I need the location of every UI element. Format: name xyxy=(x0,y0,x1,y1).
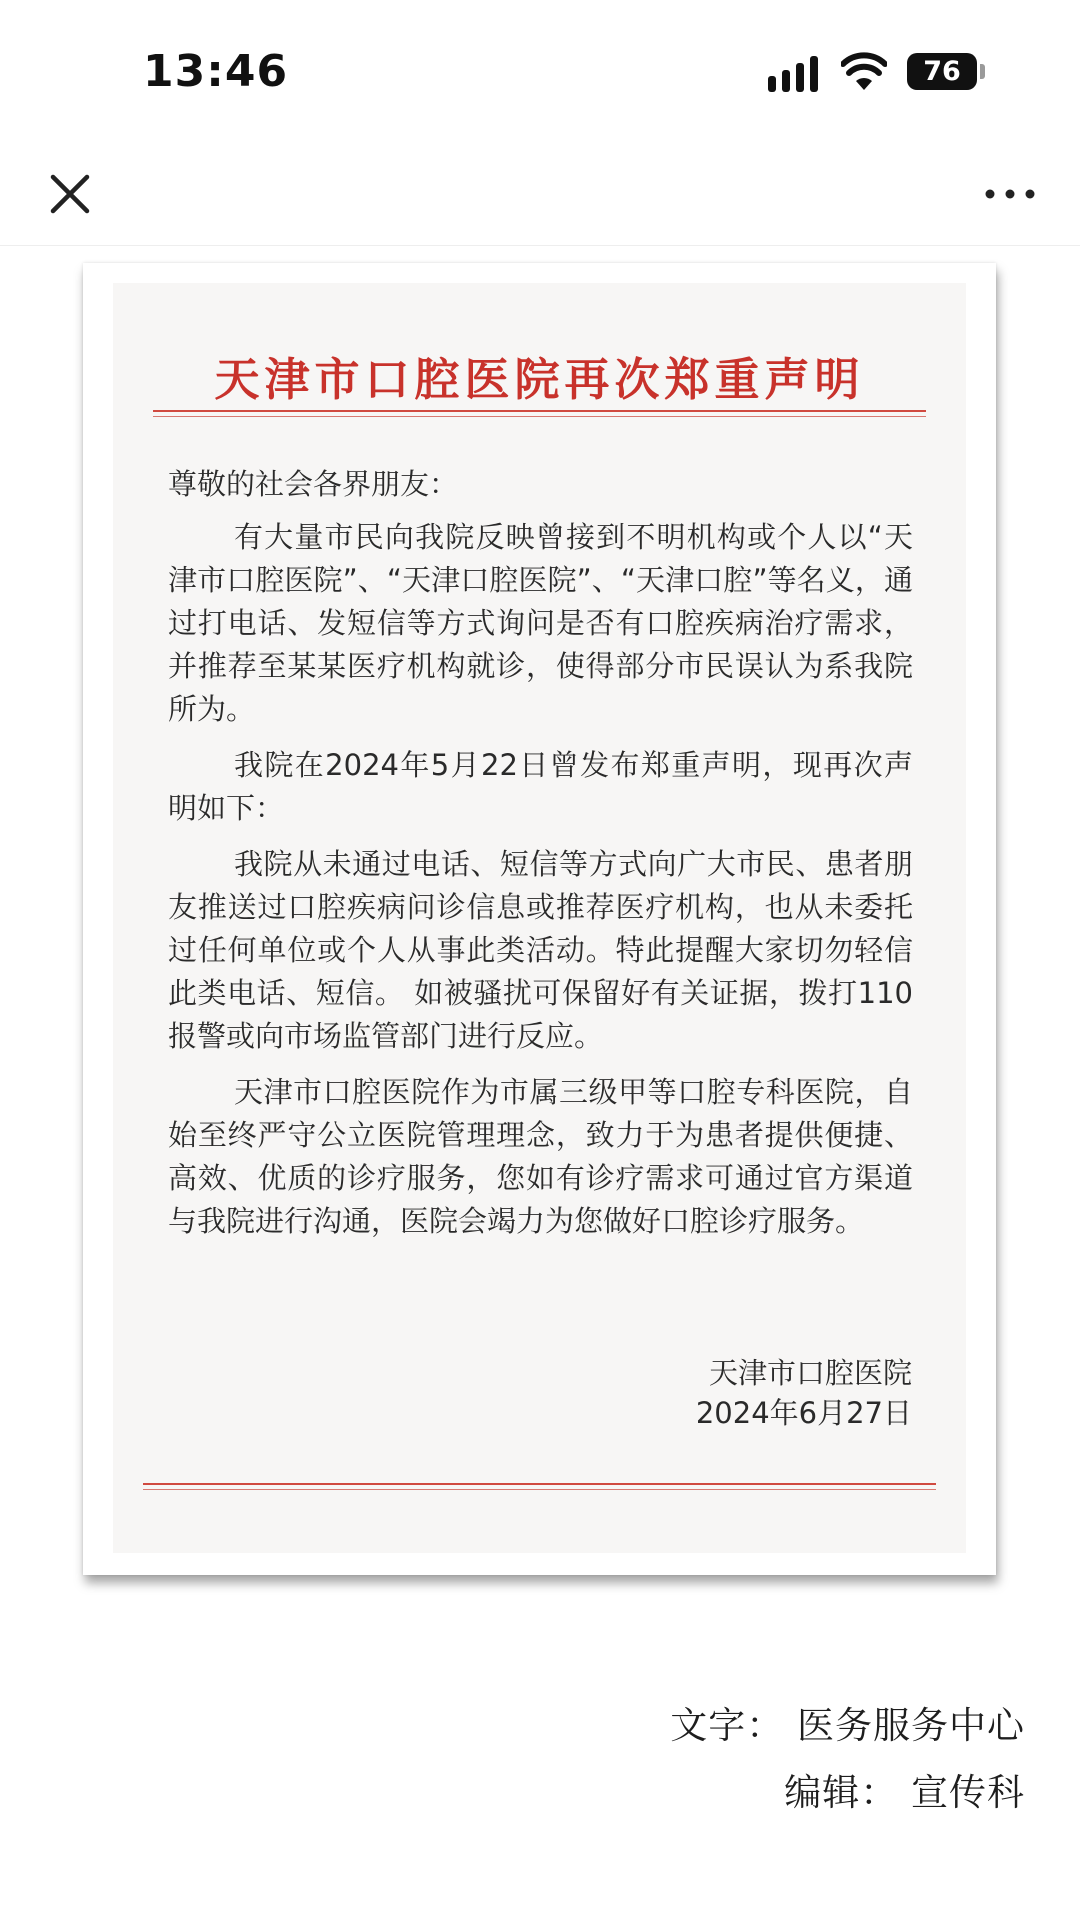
title-divider-thin xyxy=(153,416,926,417)
signal-icon xyxy=(768,56,820,92)
announcement-body xyxy=(168,463,913,1256)
text-credit: 文字： 医务服务中心 xyxy=(670,1704,1025,1747)
footer-divider-thin xyxy=(143,1489,936,1490)
paragraph: 我院在2024年5月22日曾发布郑重声明，现再次声明如下： xyxy=(168,748,913,825)
title-divider xyxy=(153,410,926,412)
announcement-title: 天津市口腔医院再次郑重声明 xyxy=(214,353,865,406)
status-time: 13:46 xyxy=(143,46,289,97)
battery-level: 76 xyxy=(923,56,961,87)
battery-cap xyxy=(980,64,985,79)
wifi-icon xyxy=(841,52,887,92)
paragraph: 天津市口腔医院作为市属三级甲等口腔专科医院，自始至终严守公立医院管理理念，致力于为患者提供便捷、高效、优质的诊疗服务，您如有诊疗需求可通过官方渠道与我院进行沟通，医院会竭力为您做好口腔诊疗服务。 xyxy=(168,1075,913,1238)
more-icon[interactable] xyxy=(980,164,1040,224)
signature-org: 天津市口腔医院 xyxy=(708,1356,912,1390)
editor-credit: 编辑： 宣传科 xyxy=(784,1771,1025,1814)
battery-icon xyxy=(907,53,977,90)
nav-bar xyxy=(0,140,1080,246)
status-bar xyxy=(0,0,1080,140)
signature-date: 2024年6月27日 xyxy=(695,1396,912,1430)
signature xyxy=(696,1353,912,1433)
paragraph: 有大量市民向我院反映曾接到不明机构或个人以“天津市口腔医院”、“天津口腔医院”、“天津口腔”等名义，通过打电话、发短信等方式询问是否有口腔疾病治疗需求，并推荐至某某医疗机构就诊，使得部分市民误认为系我院所为。 xyxy=(168,520,913,726)
close-icon[interactable] xyxy=(40,164,100,224)
paragraph: 我院从未通过电话、短信等方式向广大市民、患者朋友推送过口腔疾病问诊信息或推荐医疗机构，也从未委托过任何单位或个人从事此类活动。特此提醒大家切勿轻信此类电话、短信。 如被骚扰可保留好有关证据，拨打110报警或向市场监管部门进行反应。 xyxy=(168,847,913,1053)
greeting: 尊敬的社会各界朋友： xyxy=(168,467,459,501)
footer-divider xyxy=(143,1483,936,1485)
announcement-image[interactable] xyxy=(83,263,996,1575)
